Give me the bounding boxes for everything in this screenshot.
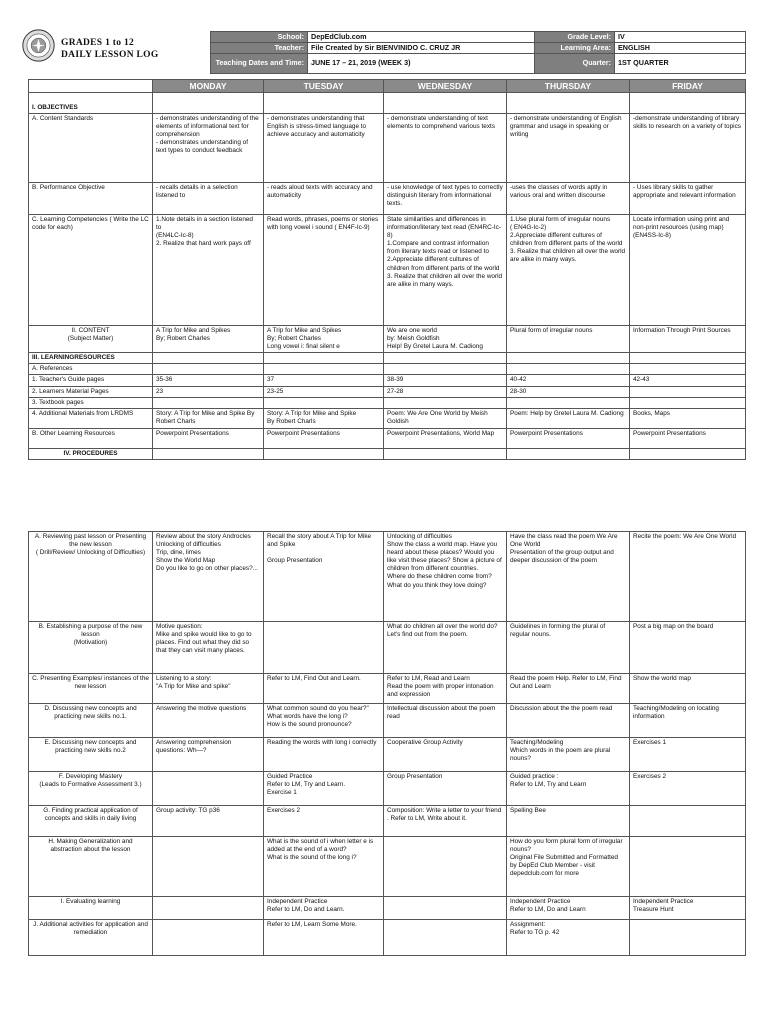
row-label: B. Establishing a purpose of the new lesson (Motivation) (29, 622, 153, 674)
table-cell: Spelling Bee (507, 806, 630, 837)
table-cell: Teaching/Modeling on locating information (630, 704, 746, 738)
grade-label: Grade Level: (535, 32, 615, 43)
row-label: J. Additional activities for application and remediation (29, 920, 153, 956)
table-cell: Teaching/Modeling Which words in the poem are plural nouns? (507, 738, 630, 772)
table-cell: Books, Maps (630, 408, 746, 428)
table-cell: Powerpoint Presentations (264, 428, 384, 448)
table-row (29, 806, 746, 837)
table-cell (153, 448, 264, 459)
table-cell: - demonstrates understanding of the elements of informational text for comprehension - demonstrates understanding of text types to conduct feedback (153, 114, 264, 183)
table-cell: Independent Practice Treasure Hunt (630, 897, 746, 920)
table-cell: Refer to LM, Learn Some More. (264, 920, 384, 956)
table-cell (384, 920, 507, 956)
table-cell: 23-25 (264, 386, 384, 397)
table-cell (507, 353, 630, 364)
table-cell: Exercises 2 (264, 806, 384, 837)
table-cell (384, 448, 507, 459)
table-cell: - Uses library skills to gather appropriate and relevant information (630, 183, 746, 215)
row-label: I. Evaluating learning (29, 897, 153, 920)
table-cell: 23 (153, 386, 264, 397)
table-cell: Discussion about the the poem read (507, 704, 630, 738)
section-objectives: I. OBJECTIVES (29, 93, 153, 114)
school-label: School: (211, 32, 308, 43)
section-row (29, 353, 746, 364)
table-cell (153, 772, 264, 806)
row-label: 4. Additional Materials from LRDMS (29, 408, 153, 428)
table-cell (153, 837, 264, 897)
table-cell: Poem: Help by Gretel Laura M. Cadiong (507, 408, 630, 428)
table-cell: Group Presentation (384, 772, 507, 806)
dates-value: JUNE 17 – 21, 2019 (WEEK 3) (308, 54, 535, 74)
table-cell (153, 353, 264, 364)
table-cell (630, 353, 746, 364)
table-cell (384, 837, 507, 897)
table-row (29, 897, 746, 920)
table-row (29, 375, 746, 386)
table-row (29, 326, 746, 353)
table-cell (264, 397, 384, 408)
section-learning-resources: III. LEARNINGRESOURCES (29, 353, 153, 364)
table-cell: Review about the story Androcles Unlocking of difficulties Trip, dine, limes Show the World Map Do you like to go on other places?... (153, 532, 264, 622)
table-row (29, 704, 746, 738)
table-cell: Read words, phrases, poems or stories with long vowel i sound ( EN4F-Ic-9) (264, 215, 384, 326)
table-cell (264, 448, 384, 459)
table-cell: - demonstrates understanding that English is stress-timed language to achieve accuracy and automaticity (264, 114, 384, 183)
table-cell: Answering comprehension questions: Wh—? (153, 738, 264, 772)
table-cell: A Trip for Mike and Spikes By; Robert Charles Long vowel i: final silent e (264, 326, 384, 353)
row-label: B. Other Learning Resources (29, 428, 153, 448)
table-cell (630, 397, 746, 408)
table-row (29, 114, 746, 183)
table-cell: Story: A Trip for Mike and Spike By Robert Charls (264, 408, 384, 428)
table-cell (630, 93, 746, 114)
table-cell: We are one world by: Meish Goldfish Help! By Gretel Laura M. Cadiong (384, 326, 507, 353)
table-cell: 1.Note details in a section listened to (EN4LC-Ic-8) 2. Realize that hard work pays off (153, 215, 264, 326)
section-row (29, 448, 746, 459)
table-row (29, 837, 746, 897)
row-label: B. Performance Objective (29, 183, 153, 215)
day-header-monday: MONDAY (153, 80, 264, 93)
dates-label: Teaching Dates and Time: (211, 54, 308, 74)
table-cell (153, 397, 264, 408)
table-row (29, 772, 746, 806)
table-row (29, 408, 746, 428)
table-cell: -uses the classes of words aptly in various oral and written discourse (507, 183, 630, 215)
table-row (29, 397, 746, 408)
row-label: 3. Textbook pages (29, 397, 153, 408)
table-cell (384, 353, 507, 364)
table-row (29, 920, 746, 956)
table-cell: Story: A Trip for Mike and Spike By Robert Charls (153, 408, 264, 428)
row-label: II. CONTENT (Subject Matter) (29, 326, 153, 353)
table-cell: Recite the poem: We Are One World (630, 532, 746, 622)
table-cell: A Trip for Mike and Spikes By; Robert Charles (153, 326, 264, 353)
day-header-tuesday: TUESDAY (264, 80, 384, 93)
table-cell: 28-30 (507, 386, 630, 397)
row-label: 1. Teacher's Guide pages (29, 375, 153, 386)
row-label: E. Discussing new concepts and practicing new skills no.2 (29, 738, 153, 772)
table-cell: 37 (264, 375, 384, 386)
learning-area-value: ENGLISH (615, 43, 746, 54)
table-cell: - demonstrate understanding of text elements to comprehend various texts (384, 114, 507, 183)
table-row (29, 532, 746, 622)
table-cell: Unlocking of difficulties Show the class a world map. Have you heard about these places? Would you like visit these places? Show a picture of children from different countries. Where do these children come from? What do you think they love doing? (384, 532, 507, 622)
table-cell: Answering the motive questions (153, 704, 264, 738)
table-cell (630, 920, 746, 956)
row-label: 2. Learners Material Pages (29, 386, 153, 397)
table-cell: Show the world map (630, 674, 746, 704)
table-cell (630, 448, 746, 459)
table-cell: Locate information using print and non-print resources (using map) (EN4SS-Ic-8) (630, 215, 746, 326)
quarter-label: Quarter: (535, 54, 615, 74)
table-cell: How do you form plural form of irregular nouns? Original File Submitted and Formatted by DepEd Club Member - visit depedclub.com for more (507, 837, 630, 897)
table-cell (153, 920, 264, 956)
table-cell: Poem: We Are One World by Meish Goldish (384, 408, 507, 428)
table-cell: 27-28 (384, 386, 507, 397)
table-cell: -demonstrate understanding of library skills to research on a variety of topics (630, 114, 746, 183)
table-cell: 42-43 (630, 375, 746, 386)
table-cell (630, 364, 746, 375)
table-cell: Post a big map on the board (630, 622, 746, 674)
table-cell: Powerpoint Presentations, World Map (384, 428, 507, 448)
row-label: G. Finding practical application of concepts and skills in daily living (29, 806, 153, 837)
table-cell: Guided practice : Refer to LM, Try and Learn (507, 772, 630, 806)
table-cell (630, 837, 746, 897)
table-cell: - reads aloud texts with accuracy and automaticity (264, 183, 384, 215)
table-cell: 1.Use plural form of irregular nouns ( EN4G-Ic-2) 2.Appreciate different cultures of children from different parts of the world 3. Realize that children all over the world are alike in many ways. (507, 215, 630, 326)
header-info-table (210, 31, 746, 74)
deped-seal-icon (22, 29, 55, 62)
teacher-value: File Created by Sir BIENVINIDO C. CRUZ JR (308, 43, 535, 54)
table-cell (507, 397, 630, 408)
table-cell: Reading the words with long i correctly (264, 738, 384, 772)
quarter-value: 1ST QUARTER (615, 54, 746, 74)
grade-value: IV (615, 32, 746, 43)
row-label: D. Discussing new concepts and practicing new skills no.1. (29, 704, 153, 738)
row-label: H. Making Generalization and abstraction about the lesson (29, 837, 153, 897)
table-cell: 38-39 (384, 375, 507, 386)
table-cell: Plural form of irregular nouns (507, 326, 630, 353)
table-cell: Read the poem Help. Refer to LM, Find Out and Learn (507, 674, 630, 704)
table-cell: Independent Practice Refer to LM, Do and Learn (507, 897, 630, 920)
table-cell: Cooperative Group Activity (384, 738, 507, 772)
table-cell: Composition: Write a letter to your friend . Refer to LM, Write about it. (384, 806, 507, 837)
table-cell: Guidelines in forming the plural of regular nouns. (507, 622, 630, 674)
day-header-thursday: THURSDAY (507, 80, 630, 93)
table-cell: What is the sound of i when letter e is added at the end of a word? What is the sound of the long i? (264, 837, 384, 897)
row-label: A. References (29, 364, 153, 375)
table-cell: Information Through Print Sources (630, 326, 746, 353)
table-cell: Refer to LM, Read and Learn Read the poem with proper intonation and expression (384, 674, 507, 704)
table-row (29, 674, 746, 704)
day-header-wednesday: WEDNESDAY (384, 80, 507, 93)
lesson-log-table-page-2 (28, 531, 746, 956)
corner-cell (29, 80, 153, 93)
lesson-log-table-page-1 (28, 79, 746, 460)
table-cell: Refer to LM, Find Out and Learn. (264, 674, 384, 704)
table-row (29, 622, 746, 674)
table-cell (264, 93, 384, 114)
row-label: C. Presenting Examples/ instances of the new lesson (29, 674, 153, 704)
table-cell: Independent Practice Refer to LM, Do and Learn. (264, 897, 384, 920)
table-row (29, 738, 746, 772)
table-cell (630, 806, 746, 837)
table-cell: State similarities and differences in information/literary text read (EN4RC-Ic-8) 1.Compare and contrast information from literary texts read or listened to 2.Appreciate different cultures of children from different parts of the world 3. Realize that children all over the world are alike in many ways. (384, 215, 507, 326)
section-procedures: IV. PROCEDURES (29, 448, 153, 459)
table-cell: - demonstrate understanding of English grammar and usage in speaking or writing (507, 114, 630, 183)
table-cell (384, 897, 507, 920)
form-title-line-1: GRADES 1 to 12 (61, 38, 135, 48)
table-cell (153, 364, 264, 375)
table-cell (153, 93, 264, 114)
table-cell (264, 353, 384, 364)
table-cell: Exercises 2 (630, 772, 746, 806)
table-row (29, 215, 746, 326)
teacher-label: Teacher: (211, 43, 308, 54)
table-cell: Exercises 1 (630, 738, 746, 772)
table-cell: Powerpoint Presentations (153, 428, 264, 448)
row-label: C. Learning Competencies ( Write the LC code for each) (29, 215, 153, 326)
table-cell: Powerpoint Presentations (507, 428, 630, 448)
learning-area-label: Learning Area: (535, 43, 615, 54)
row-label: A. Content Standards (29, 114, 153, 183)
table-row (29, 428, 746, 448)
table-cell (384, 93, 507, 114)
day-header-friday: FRIDAY (630, 80, 746, 93)
table-row (29, 183, 746, 215)
form-title-line-2: DAILY LESSON LOG (61, 50, 159, 60)
table-cell (507, 93, 630, 114)
table-cell: - recalls details in a selection listened to (153, 183, 264, 215)
table-cell: Powerpoint Presentations (630, 428, 746, 448)
table-row (29, 364, 746, 375)
row-label: F. Developing Mastery (Leads to Formative Assessment 3.) (29, 772, 153, 806)
table-cell: 35-36 (153, 375, 264, 386)
school-value: DepEdClub.com (308, 32, 535, 43)
table-cell: Intellectual discussion about the poem read (384, 704, 507, 738)
table-cell (264, 364, 384, 375)
table-cell: What common sound do you hear?" What words have the long i? How is the sound pronounce? (264, 704, 384, 738)
table-cell: Guided Practice Refer to LM, Try and Learn. Exercise 1 (264, 772, 384, 806)
table-cell (384, 364, 507, 375)
table-cell (630, 386, 746, 397)
table-cell (153, 897, 264, 920)
table-cell: Assignment: Refer to TG p. 42 (507, 920, 630, 956)
table-cell (264, 622, 384, 674)
table-cell: Group activity: TG p36 (153, 806, 264, 837)
table-cell: Recall the story about A Trip for Mike and Spike Group Presentation (264, 532, 384, 622)
table-cell: Have the class read the poem We Are One World Presentation of the group output and deeper discussion of the poem (507, 532, 630, 622)
table-cell: Listening to a story: "A Trip for Mike and spike" (153, 674, 264, 704)
table-cell (507, 448, 630, 459)
table-cell: What do children all over the world do? Let's find out from the poem. (384, 622, 507, 674)
table-row (29, 386, 746, 397)
table-cell: 40-42 (507, 375, 630, 386)
table-cell (384, 397, 507, 408)
table-cell: Motive question: Mike and spike would like to go to places. Find out what they did so that they can visit many places. (153, 622, 264, 674)
table-cell: - use knowledge of text types to correctly distinguish literary from informational texts. (384, 183, 507, 215)
row-label: A. Reviewing past lesson or Presenting the new lesson ( Drill/Review/ Unlocking of Difficulties) (29, 532, 153, 622)
table-cell (507, 364, 630, 375)
